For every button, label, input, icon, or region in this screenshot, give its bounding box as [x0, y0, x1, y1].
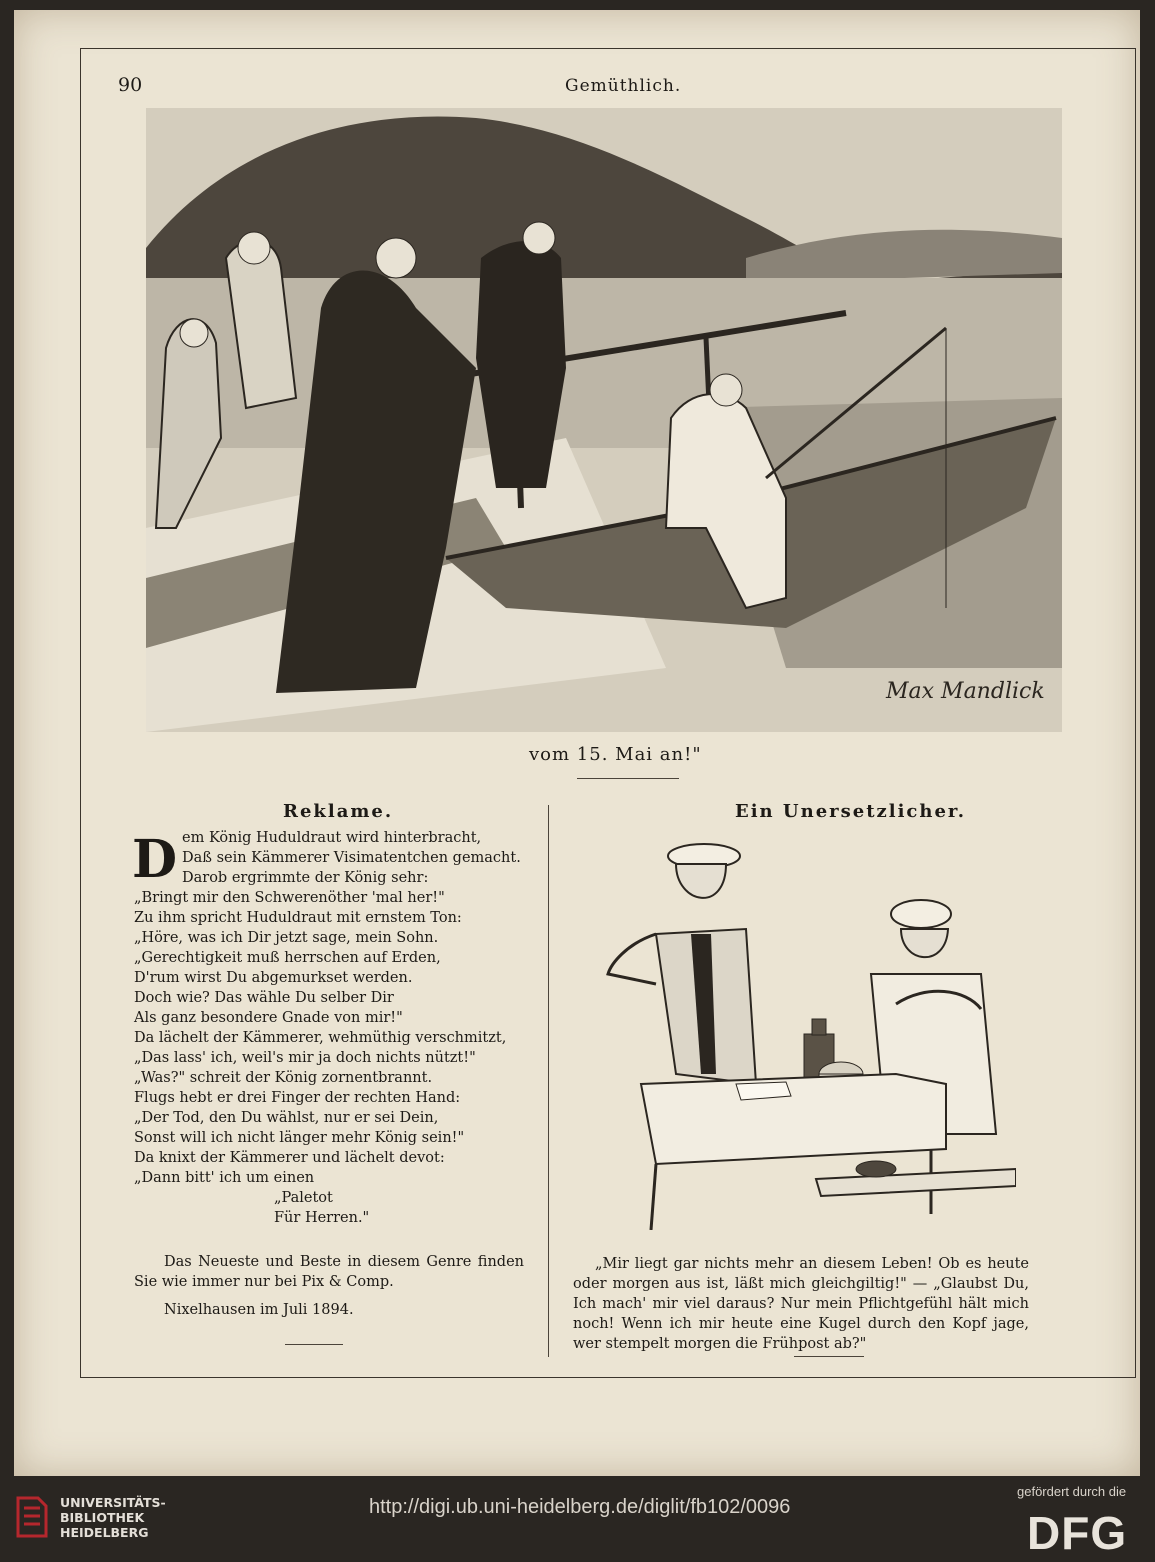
- place-date: Nixelhausen im Juli 1894.: [164, 1302, 354, 1318]
- right-end-rule: [794, 1356, 864, 1357]
- poem-line: em König Huduldraut wird hinterbracht,: [182, 830, 482, 846]
- poem-line: Daß sein Kämmerer Visimatentchen gemacht.: [182, 850, 521, 866]
- illustration-caption: vom 15. Mai an!": [529, 744, 702, 765]
- poem-line: „Was?" schreit der König zornentbrannt.: [134, 1070, 433, 1086]
- poem-line: „Paletot: [274, 1190, 333, 1206]
- poem-line: „Höre, was ich Dir jetzt sage, mein Sohn.: [134, 930, 439, 946]
- poem-line: „Das lass' ich, weil's mir ja doch nichts nützt!": [134, 1050, 476, 1066]
- lake-scene-drawing: [146, 108, 1062, 732]
- digitization-footer: [0, 1476, 1155, 1562]
- poem-line: Zu ihm spricht Huduldraut mit ernstem Ton:: [134, 910, 462, 926]
- library-name: [60, 1495, 166, 1540]
- library-name-line: BIBLIOTHEK: [60, 1509, 145, 1525]
- caption-rule: [577, 778, 679, 779]
- lake-scene-illustration: [146, 108, 1062, 732]
- reklame-closing: Das Neueste und Beste in diesem Genre finden Sie wie immer nur bei Pix & Comp.: [134, 1254, 524, 1290]
- sponsor-text: gefördert durch die: [1017, 1484, 1127, 1499]
- dfg-logo[interactable]: DFG: [1027, 1507, 1128, 1559]
- poem-line: Als ganz besondere Gnade von mir!": [134, 1010, 403, 1026]
- page-number: 90: [118, 74, 143, 96]
- poem-line: Flugs hebt er drei Finger der rechten Hand:: [134, 1090, 461, 1106]
- poem-line: Für Herren.": [274, 1210, 370, 1226]
- poem-line: Darob ergrimmte der König sehr:: [182, 870, 429, 886]
- cartoon-caption: „Mir liegt gar nichts mehr an diesem Leben! Ob es heute oder morgen aus ist, läßt mich gleichgiltig!" — „Glaubst Du, Ich mach' mir viel daraus? Nur mein Pflichtgefühl hält mich noch! Wenn ich mir heute eine Kugel durch den Kopf jage, wer stempelt morgen die Frühpost ab?": [573, 1256, 1029, 1352]
- poem-line: „Dann bitt' ich um einen: [134, 1170, 315, 1186]
- dropcap-letter: D: [132, 829, 178, 890]
- reklame-poem: [134, 828, 524, 1228]
- permalink-url[interactable]: http://digi.ub.uni-heidelberg.de/diglit/fb102/0096: [369, 1496, 791, 1518]
- poem-line: D'rum wirst Du abgemurkset werden.: [134, 970, 413, 986]
- poem-line: Doch wie? Das wähle Du selber Dir: [134, 990, 394, 1006]
- library-emblem-icon: [12, 1494, 52, 1540]
- poem-line: Da knixt der Kämmerer und lächelt devot:: [134, 1150, 445, 1166]
- poem-line: „Gerechtigkeit muß herrschen auf Erden,: [134, 950, 441, 966]
- artist-signature: Max Mandlick: [886, 679, 1045, 704]
- cartoon-drawing: [596, 834, 1016, 1230]
- left-end-rule: [285, 1344, 343, 1345]
- library-name-line: HEIDELBERG: [60, 1524, 149, 1540]
- right-article-heading: Ein Unersetzlicher.: [735, 801, 967, 822]
- heidelberg-library-logo[interactable]: [12, 1494, 166, 1540]
- left-article-heading: Reklame.: [283, 801, 394, 822]
- postal-clerks-cartoon: [596, 834, 1016, 1230]
- poem-line: Da lächelt der Kämmerer, wehmüthig verschmitzt,: [134, 1030, 507, 1046]
- poem-line: „Bringt mir den Schwerenöther 'mal her!": [134, 890, 445, 906]
- poem-line: Sonst will ich nicht länger mehr König sein!": [134, 1130, 465, 1146]
- running-title: Gemüthlich.: [565, 76, 682, 96]
- poem-line: „Der Tod, den Du wählst, nur er sei Dein,: [134, 1110, 439, 1126]
- column-divider: [548, 805, 549, 1357]
- library-name-line: UNIVERSITÄTS-: [60, 1494, 166, 1510]
